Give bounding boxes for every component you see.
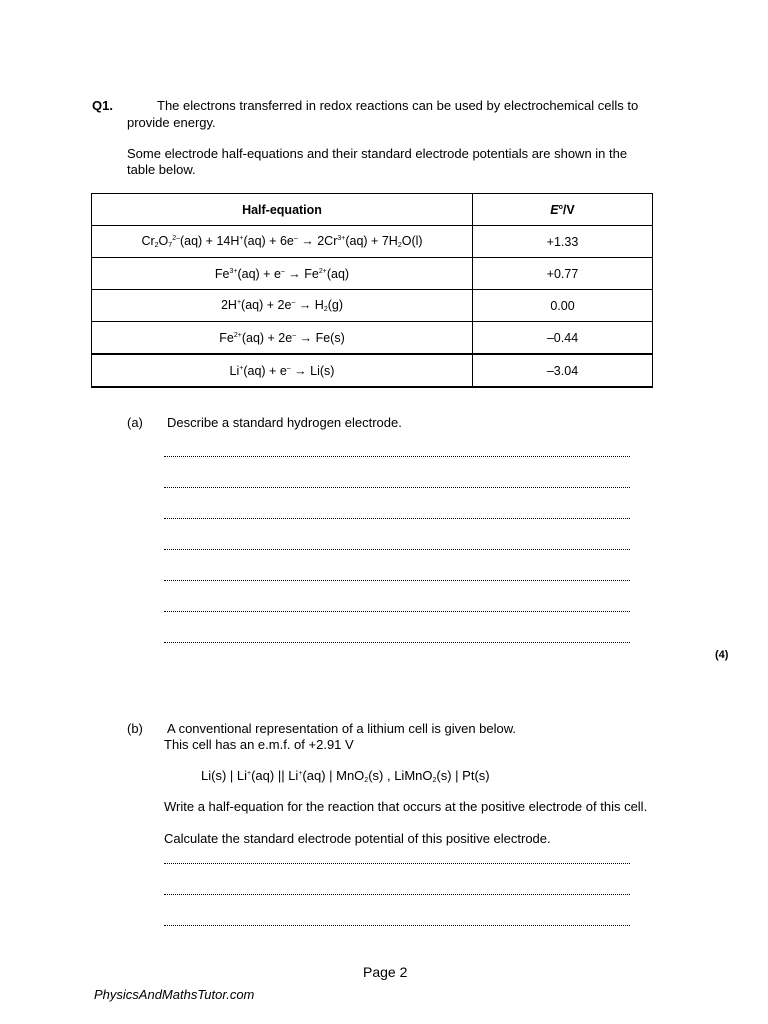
answer-line[interactable]: [164, 533, 630, 564]
potential-value: 0.00: [473, 290, 653, 322]
table-row: [92, 226, 653, 258]
table-row: [92, 322, 653, 355]
answer-line[interactable]: [164, 595, 630, 626]
part-b-label: (b): [127, 721, 143, 736]
answer-line[interactable]: [164, 909, 630, 940]
part-a-answer-area[interactable]: [164, 440, 630, 657]
half-equation-lithium: Li+(aq) + e– → Li(s): [92, 354, 473, 387]
table-intro-line2: table below.: [127, 162, 196, 177]
table-row: [92, 290, 653, 322]
potential-value: –3.04: [473, 354, 653, 387]
answer-line[interactable]: [164, 502, 630, 533]
footer-site-name: PhysicsAndMathsTutor.com: [94, 987, 255, 1002]
answer-line[interactable]: [164, 847, 630, 878]
half-equation-iron-2: $Fe^{2+}(aq) + 2e^- \to Fe(s)$: [92, 322, 473, 355]
potential-value: +0.77: [473, 258, 653, 290]
part-b-answer-area[interactable]: [164, 847, 630, 940]
answer-line[interactable]: [164, 440, 630, 471]
table-intro-line1: Some electrode half-equations and their standard electrode potentials are shown in the: [127, 146, 628, 161]
half-equation-dichromate: $Cr_2O_7^{2-}(aq) + 14H^+(aq) + 6e^- \to 2Cr^{3+}(aq) + 7H_2O(l)$: [92, 226, 473, 258]
part-b-instruction1: Write a half-equation for the reaction that occurs at the positive electrode of this cell.: [164, 799, 648, 814]
potential-value: –0.44: [473, 322, 653, 355]
cell-representation: Li(s) | Li+(aq) || Li+(aq) | MnO$_2$(s) , LiMnO$_2$(s) | Pt(s): [201, 768, 490, 784]
table-header-row: [92, 194, 653, 226]
question-intro-line2: provide energy.: [127, 115, 216, 130]
header-potential: $E^o/V$: [473, 194, 653, 226]
answer-line[interactable]: [164, 878, 630, 909]
answer-line[interactable]: [164, 626, 630, 657]
table-row: [92, 258, 653, 290]
part-b-line1: A conventional representation of a lithium cell is given below.: [167, 721, 517, 736]
question-intro-line1: The electrons transferred in redox reactions can be used by electrochemical cells to: [157, 98, 639, 113]
question-number: Q1.: [92, 98, 113, 113]
part-b-line2: This cell has an e.m.f. of +2.91 V: [164, 737, 354, 752]
answer-line[interactable]: [164, 564, 630, 595]
answer-line[interactable]: [164, 471, 630, 502]
part-a-prompt: Describe a standard hydrogen electrode.: [167, 415, 402, 430]
page-number: Page 2: [363, 964, 408, 980]
header-half-equation: Half-equation: [92, 194, 473, 226]
part-a-label: (a): [127, 415, 143, 430]
table-row: [92, 354, 653, 387]
part-b-instruction2: Calculate the standard electrode potential of this positive electrode.: [164, 831, 551, 846]
half-equation-hydrogen: $2H^+(aq) + 2e^- \to H_2(g)$: [92, 290, 473, 322]
half-equation-table: [91, 193, 653, 388]
potential-value: +1.33: [473, 226, 653, 258]
half-equation-iron-3: $Fe^{3+}(aq) + e^- \to Fe^{2+}(aq)$: [92, 258, 473, 290]
part-a-marks: (4): [715, 649, 729, 661]
